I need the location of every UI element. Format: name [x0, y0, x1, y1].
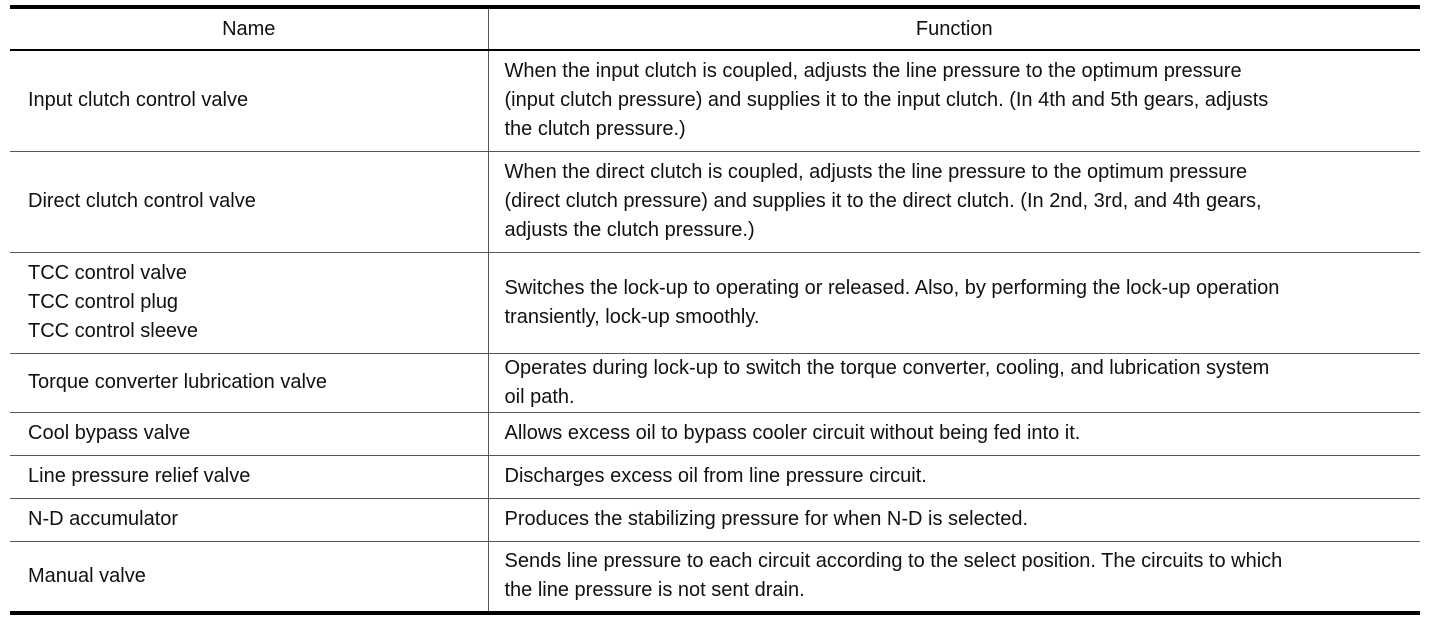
function-line: Allows excess oil to bypass cooler circuit without being fed into it.: [504, 422, 1081, 444]
table-body: [10, 50, 1420, 613]
cell-function: [488, 412, 1420, 455]
function-line: Switches the lock-up to operating or released. Also, by performing the lock-up operation: [504, 276, 1280, 299]
table-row: [10, 455, 1420, 498]
function-line: transiently, lock-up smoothly.: [504, 305, 760, 328]
cell-name: [10, 151, 488, 252]
function-line: Sends line pressure to each circuit according to the select position. The circuits to which: [504, 550, 1283, 573]
name-line: N-D accumulator: [28, 508, 179, 530]
name-line: Cool bypass valve: [28, 422, 191, 444]
table-row: [10, 252, 1420, 353]
cell-name: [10, 455, 488, 498]
cell-name: [10, 541, 488, 613]
function-line: (input clutch pressure) and supplies it to the input clutch. (In 4th and 5th gears, adjusts: [504, 89, 1269, 112]
table-row: [10, 151, 1420, 252]
cell-function: [488, 151, 1420, 252]
function-line: When the input clutch is coupled, adjusts the line pressure to the optimum pressure: [504, 60, 1242, 83]
name-line: Line pressure relief valve: [28, 465, 251, 487]
cell-function: [488, 455, 1420, 498]
cell-name: [10, 412, 488, 455]
cell-name: [10, 353, 488, 412]
cell-function: [488, 541, 1420, 613]
table-row: [10, 50, 1420, 151]
table-row: [10, 498, 1420, 541]
header-function: Function: [488, 7, 1420, 50]
header-name: Name: [10, 7, 488, 50]
table-row: [10, 541, 1420, 613]
cell-function: [488, 50, 1420, 151]
cell-function: [488, 353, 1420, 412]
cell-function: [488, 252, 1420, 353]
function-line: When the direct clutch is coupled, adjusts the line pressure to the optimum pressure: [504, 161, 1248, 183]
function-line: Produces the stabilizing pressure for when N-D is selected.: [504, 508, 1029, 530]
name-line: Torque converter lubrication valve: [28, 371, 328, 393]
cell-name: [10, 498, 488, 541]
name-line: TCC control sleeve: [28, 320, 199, 342]
name-line: Direct clutch control valve: [28, 190, 256, 212]
name-line: TCC control valve: [28, 262, 187, 284]
cell-function: [488, 498, 1420, 541]
table-row: [10, 412, 1420, 455]
function-line: Discharges excess oil from line pressure circuit.: [504, 465, 927, 487]
valve-function-table: [10, 5, 1420, 615]
function-line: Operates during lock-up to switch the torque converter, cooling, and lubrication system: [504, 356, 1270, 379]
table-header-row: [10, 7, 1420, 50]
name-line: TCC control plug: [28, 291, 179, 313]
name-line: Input clutch control valve: [28, 89, 249, 112]
function-line: (direct clutch pressure) and supplies it to the direct clutch. (In 2nd, 3rd, and 4th gears,: [504, 190, 1262, 212]
function-line: the line pressure is not sent drain.: [504, 579, 805, 602]
function-line: oil path.: [504, 385, 575, 408]
cell-name: [10, 50, 488, 151]
function-line: the clutch pressure.): [504, 118, 686, 141]
cell-name: [10, 252, 488, 353]
table-row: [10, 353, 1420, 412]
function-line: adjusts the clutch pressure.): [504, 219, 755, 241]
name-line: Manual valve: [28, 564, 146, 587]
valve-function-table-container: [10, 5, 1420, 615]
